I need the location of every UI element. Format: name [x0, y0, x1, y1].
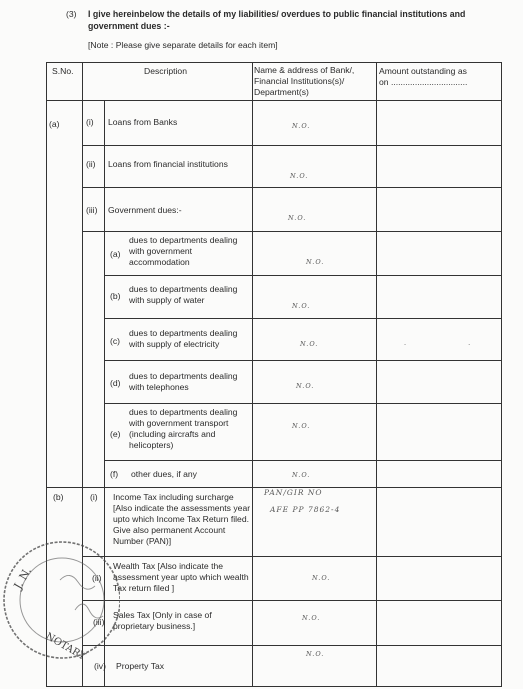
row-divider [82, 145, 502, 146]
row-handwritten-entry: N.O. [300, 340, 319, 348]
row-handwritten-entry: N.O. [290, 172, 309, 180]
stamp-lettering: NOTARY [43, 631, 88, 663]
pan-label-handwritten: PAN/GIR NO [264, 488, 323, 497]
row-roman: (iii) [93, 617, 105, 627]
row-divider [82, 645, 502, 646]
item-number: (3) [66, 9, 77, 19]
row-divider [82, 187, 502, 188]
row-handwritten-entry: N.O. [292, 422, 311, 430]
row-handwritten-entry: N.O. [306, 258, 325, 266]
row-letter: (d) [110, 378, 121, 388]
row-description: Sales Tax [Only in case of proprietary business.] [113, 610, 212, 631]
table-right-border [501, 62, 502, 687]
row-divider [82, 556, 502, 557]
row-roman: (iii) [86, 205, 98, 215]
row-handwritten-entry: N.O. [296, 382, 315, 390]
heading-note: [Note : Please give separate details for each item] [88, 40, 278, 50]
row-description: Wealth Tax [Also indicate the assessment year upto which wealth Tax return filed ] [113, 561, 249, 593]
header-amount-line-1: Amount outstanding as [379, 66, 467, 76]
row-description: Property Tax [116, 661, 165, 671]
section-a-label: (a) [49, 119, 60, 129]
row-letter: (f) [110, 469, 119, 479]
row-handwritten-entry: N.O. [302, 614, 321, 622]
row-handwritten-entry: N.O. [288, 214, 307, 222]
header-bank-line-3: Department(s) [254, 87, 309, 97]
row-divider [104, 275, 502, 276]
header-amount-line-2: on ................................ [379, 77, 468, 87]
row-handwritten-entry: N.O. [292, 471, 311, 479]
stamp-lettering: J. N. [11, 565, 35, 592]
row-roman: (i) [86, 117, 94, 127]
header-sno: S.No. [52, 66, 74, 76]
row-description: dues to departments dealing with supply of electricity [129, 328, 238, 349]
row-roman: (ii) [86, 159, 96, 169]
row-description: Loans from Banks [108, 117, 178, 127]
row-description: Government dues:- [108, 205, 182, 215]
row-description: other dues, if any [131, 469, 197, 479]
pan-number-handwritten: AFE PP 7862-4 [270, 505, 341, 514]
row-handwritten-entry: N.O. [312, 574, 331, 582]
row-handwritten-entry: N.O. [292, 302, 311, 310]
row-letter: (b) [110, 291, 121, 301]
row-description: Income Tax including surcharge [Also indicate the assessments year upto which Income Tax Return filed. Give also permanent Account Number (PAN)] [113, 492, 251, 546]
row-divider [82, 231, 502, 232]
amount-marks: · · [404, 341, 501, 349]
notary-stamp [0, 520, 120, 670]
row-description: dues to departments dealing with government transport (including aircrafts and helicopters) [129, 407, 238, 450]
row-divider [82, 600, 502, 601]
row-letter: (e) [110, 429, 121, 439]
row-roman: (ii) [92, 573, 102, 583]
header-bank-line-2: Financial Institutions(s)/ [254, 76, 345, 86]
row-handwritten-entry: N.O. [292, 122, 311, 130]
section-b-label: (b) [53, 492, 64, 502]
row-description: dues to departments dealing with government accommodation [129, 235, 238, 267]
row-divider [104, 318, 502, 319]
row-letter: (a) [110, 249, 121, 259]
row-letter: (c) [110, 336, 121, 346]
row-roman: (i) [90, 492, 98, 502]
table-bottom-border [46, 686, 502, 687]
bank-column-border [376, 62, 377, 687]
header-description: Description [144, 66, 187, 76]
header-bank-line-1: Name & address of Bank/, [254, 65, 355, 75]
row-description: Loans from financial institutions [108, 159, 228, 169]
row-handwritten-entry: N.O. [306, 650, 325, 658]
heading-line-1: I give hereinbelow the details of my liabilities/ overdues to public financial institutions and [88, 9, 466, 19]
table-top-border [46, 62, 502, 63]
heading-line-2: government dues :- [88, 21, 170, 31]
description-column-border [252, 62, 253, 687]
row-divider [104, 403, 502, 404]
row-divider [104, 360, 502, 361]
row-description: dues to departments dealing with telephones [129, 371, 238, 392]
row-divider [104, 460, 502, 461]
row-roman: (iv) [94, 661, 106, 671]
header-bottom-border [46, 100, 502, 101]
row-description: dues to departments dealing with supply of water [129, 284, 238, 305]
